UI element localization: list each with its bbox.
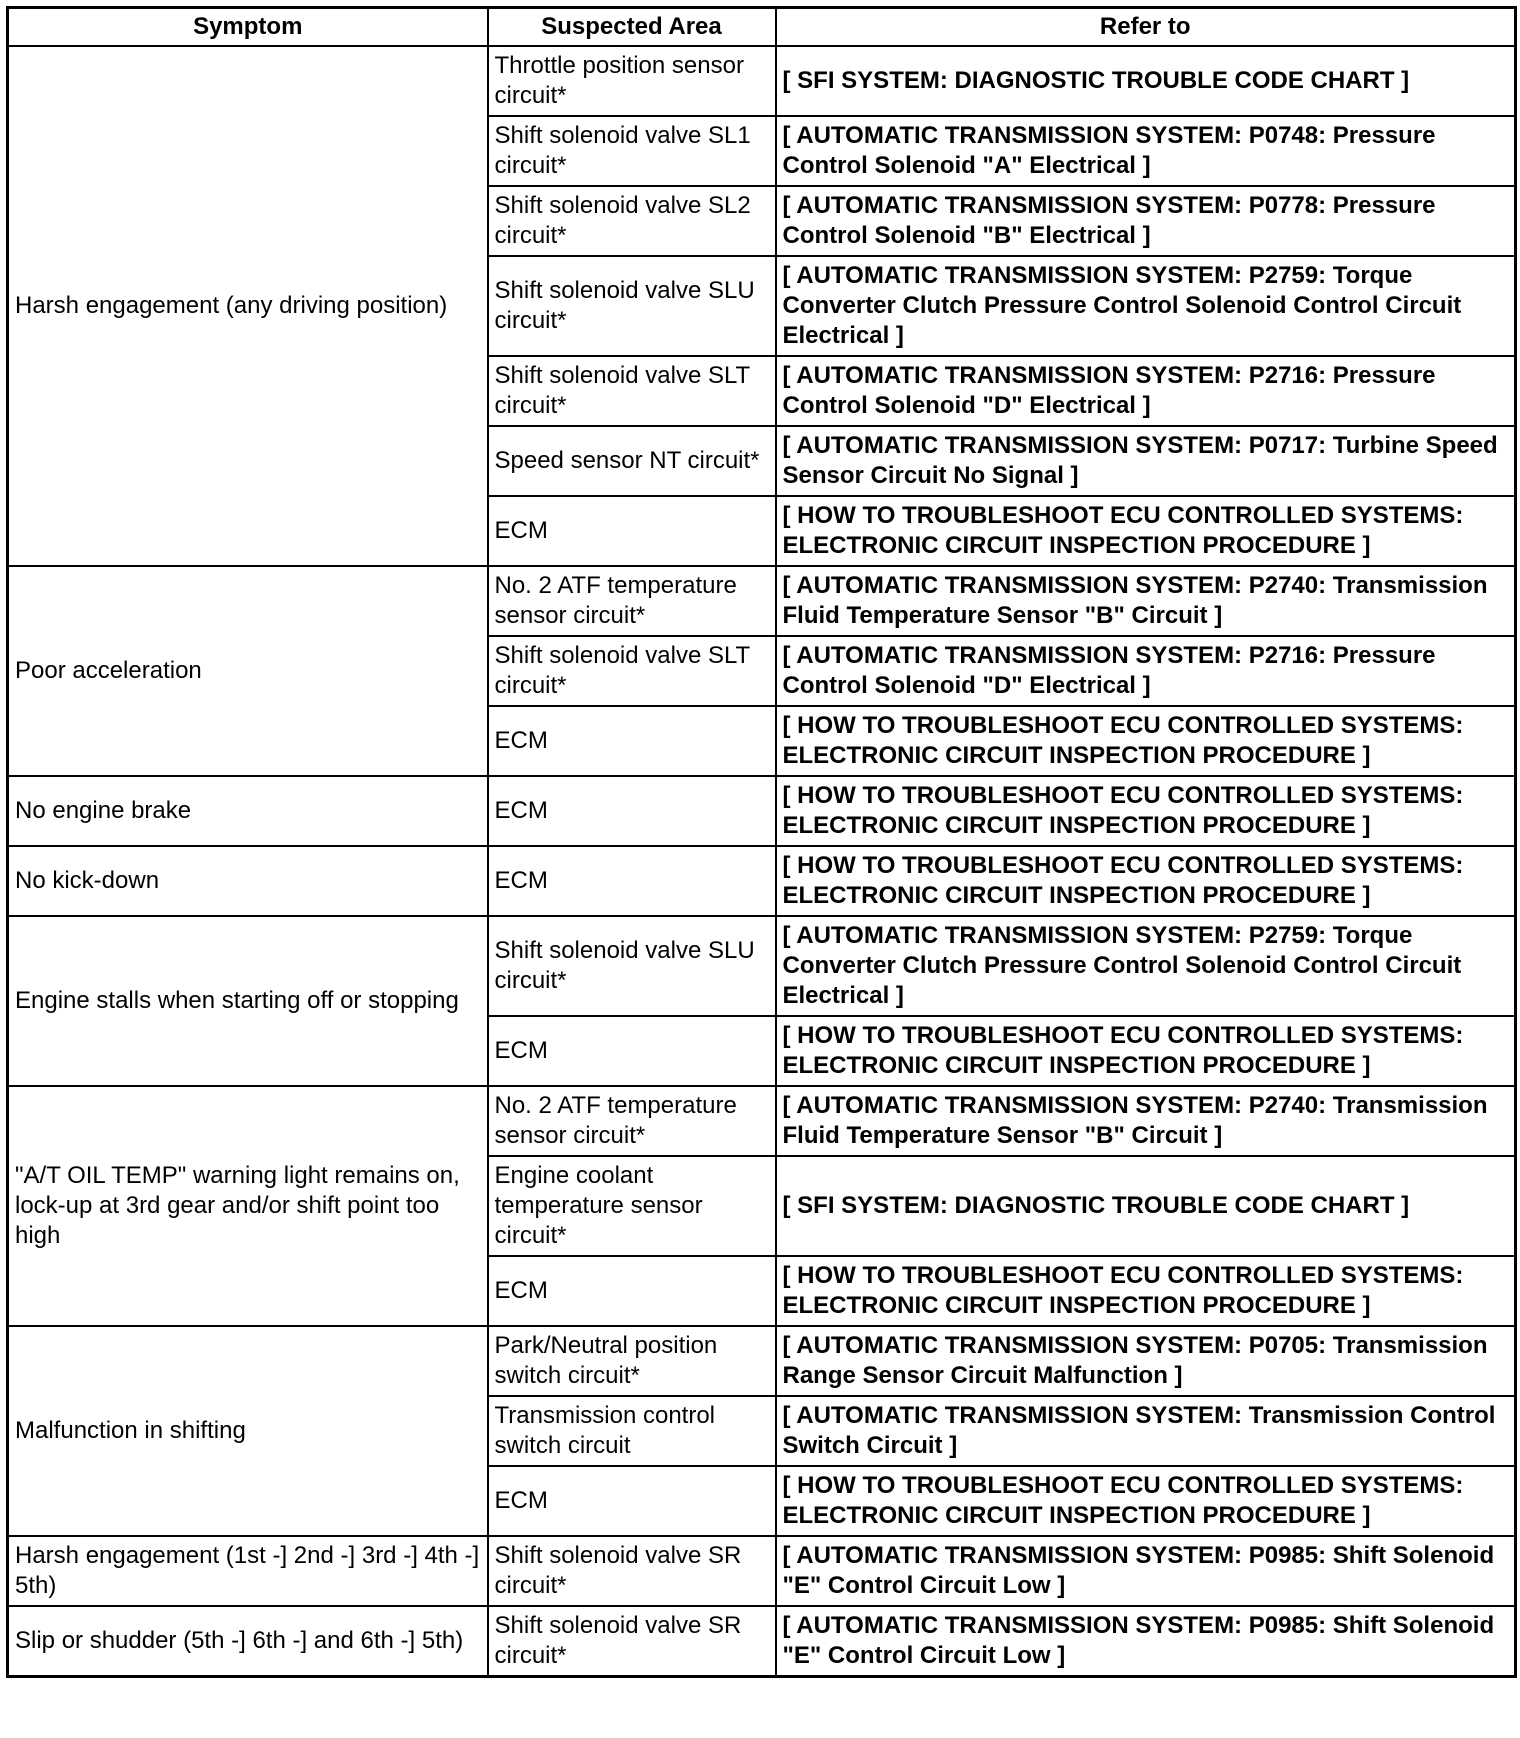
- symptom-cell: Malfunction in shifting: [8, 1326, 488, 1536]
- refer-to-link[interactable]: [ HOW TO TROUBLESHOOT ECU CONTROLLED SYSTEMS: ELECTRONIC CIRCUIT INSPECTION PROCEDURE ]: [776, 846, 1516, 916]
- refer-to-link[interactable]: [ AUTOMATIC TRANSMISSION SYSTEM: P0985: Shift Solenoid "E" Control Circuit Low ]: [776, 1536, 1516, 1606]
- refer-to-link[interactable]: [ AUTOMATIC TRANSMISSION SYSTEM: P0748: Pressure Control Solenoid "A" Electrical ]: [776, 116, 1516, 186]
- suspected-area-cell: Shift solenoid valve SL1 circuit*: [488, 116, 776, 186]
- table-row: [8, 46, 1516, 116]
- suspected-area-cell: ECM: [488, 1256, 776, 1326]
- symptom-cell: "A/T OIL TEMP" warning light remains on, lock-up at 3rd gear and/or shift point too high: [8, 1086, 488, 1326]
- suspected-area-cell: Shift solenoid valve SLT circuit*: [488, 636, 776, 706]
- header-refer-to: Refer to: [776, 8, 1516, 47]
- suspected-area-cell: Speed sensor NT circuit*: [488, 426, 776, 496]
- suspected-area-cell: ECM: [488, 846, 776, 916]
- diagnostic-chart-table: [6, 6, 1517, 1678]
- refer-to-link[interactable]: [ AUTOMATIC TRANSMISSION SYSTEM: P0985: Shift Solenoid "E" Control Circuit Low ]: [776, 1606, 1516, 1677]
- refer-to-link[interactable]: [ AUTOMATIC TRANSMISSION SYSTEM: P2740: Transmission Fluid Temperature Sensor "B" Circuit ]: [776, 566, 1516, 636]
- table-row: [8, 916, 1516, 1016]
- refer-to-link[interactable]: [ HOW TO TROUBLESHOOT ECU CONTROLLED SYSTEMS: ELECTRONIC CIRCUIT INSPECTION PROCEDURE ]: [776, 1016, 1516, 1086]
- suspected-area-cell: Shift solenoid valve SL2 circuit*: [488, 186, 776, 256]
- symptom-cell: Engine stalls when starting off or stopping: [8, 916, 488, 1086]
- symptom-cell: No kick-down: [8, 846, 488, 916]
- refer-to-link[interactable]: [ AUTOMATIC TRANSMISSION SYSTEM: P2759: Torque Converter Clutch Pressure Control Solenoid Control Circuit Electrical ]: [776, 256, 1516, 356]
- suspected-area-cell: Shift solenoid valve SLT circuit*: [488, 356, 776, 426]
- refer-to-link[interactable]: [ SFI SYSTEM: DIAGNOSTIC TROUBLE CODE CHART ]: [776, 1156, 1516, 1256]
- refer-to-link[interactable]: [ AUTOMATIC TRANSMISSION SYSTEM: Transmission Control Switch Circuit ]: [776, 1396, 1516, 1466]
- suspected-area-cell: No. 2 ATF temperature sensor circuit*: [488, 566, 776, 636]
- refer-to-link[interactable]: [ SFI SYSTEM: DIAGNOSTIC TROUBLE CODE CHART ]: [776, 46, 1516, 116]
- table-row: [8, 1606, 1516, 1677]
- table-row: [8, 566, 1516, 636]
- suspected-area-cell: ECM: [488, 706, 776, 776]
- symptom-cell: Harsh engagement (any driving position): [8, 46, 488, 566]
- refer-to-link[interactable]: [ HOW TO TROUBLESHOOT ECU CONTROLLED SYSTEMS: ELECTRONIC CIRCUIT INSPECTION PROCEDURE ]: [776, 1466, 1516, 1536]
- header-symptom: Symptom: [8, 8, 488, 47]
- suspected-area-cell: Shift solenoid valve SLU circuit*: [488, 256, 776, 356]
- suspected-area-cell: Shift solenoid valve SR circuit*: [488, 1536, 776, 1606]
- suspected-area-cell: ECM: [488, 776, 776, 846]
- refer-to-link[interactable]: [ AUTOMATIC TRANSMISSION SYSTEM: P2759: Torque Converter Clutch Pressure Control Solenoid Control Circuit Electrical ]: [776, 916, 1516, 1016]
- refer-to-link[interactable]: [ AUTOMATIC TRANSMISSION SYSTEM: P2716: Pressure Control Solenoid "D" Electrical ]: [776, 636, 1516, 706]
- suspected-area-cell: No. 2 ATF temperature sensor circuit*: [488, 1086, 776, 1156]
- table-row: [8, 1326, 1516, 1396]
- suspected-area-cell: ECM: [488, 496, 776, 566]
- table-row: [8, 1536, 1516, 1606]
- header-suspected-area: Suspected Area: [488, 8, 776, 47]
- refer-to-link[interactable]: [ AUTOMATIC TRANSMISSION SYSTEM: P2740: Transmission Fluid Temperature Sensor "B" Circuit ]: [776, 1086, 1516, 1156]
- table-row: [8, 1086, 1516, 1156]
- header-row: [8, 8, 1516, 47]
- refer-to-link[interactable]: [ AUTOMATIC TRANSMISSION SYSTEM: P0717: Turbine Speed Sensor Circuit No Signal ]: [776, 426, 1516, 496]
- suspected-area-cell: Shift solenoid valve SLU circuit*: [488, 916, 776, 1016]
- refer-to-link[interactable]: [ HOW TO TROUBLESHOOT ECU CONTROLLED SYSTEMS: ELECTRONIC CIRCUIT INSPECTION PROCEDURE ]: [776, 1256, 1516, 1326]
- symptom-cell: No engine brake: [8, 776, 488, 846]
- suspected-area-cell: Park/Neutral position switch circuit*: [488, 1326, 776, 1396]
- symptom-cell: Harsh engagement (1st -] 2nd -] 3rd -] 4th -] 5th): [8, 1536, 488, 1606]
- refer-to-link[interactable]: [ HOW TO TROUBLESHOOT ECU CONTROLLED SYSTEMS: ELECTRONIC CIRCUIT INSPECTION PROCEDURE ]: [776, 496, 1516, 566]
- suspected-area-cell: Throttle position sensor circuit*: [488, 46, 776, 116]
- suspected-area-cell: Engine coolant temperature sensor circuit*: [488, 1156, 776, 1256]
- table-row: [8, 776, 1516, 846]
- refer-to-link[interactable]: [ AUTOMATIC TRANSMISSION SYSTEM: P0778: Pressure Control Solenoid "B" Electrical ]: [776, 186, 1516, 256]
- refer-to-link[interactable]: [ AUTOMATIC TRANSMISSION SYSTEM: P0705: Transmission Range Sensor Circuit Malfunction ]: [776, 1326, 1516, 1396]
- suspected-area-cell: ECM: [488, 1466, 776, 1536]
- suspected-area-cell: Transmission control switch circuit: [488, 1396, 776, 1466]
- refer-to-link[interactable]: [ AUTOMATIC TRANSMISSION SYSTEM: P2716: Pressure Control Solenoid "D" Electrical ]: [776, 356, 1516, 426]
- symptom-cell: Poor acceleration: [8, 566, 488, 776]
- chart-body: [8, 46, 1516, 1677]
- refer-to-link[interactable]: [ HOW TO TROUBLESHOOT ECU CONTROLLED SYSTEMS: ELECTRONIC CIRCUIT INSPECTION PROCEDURE ]: [776, 706, 1516, 776]
- refer-to-link[interactable]: [ HOW TO TROUBLESHOOT ECU CONTROLLED SYSTEMS: ELECTRONIC CIRCUIT INSPECTION PROCEDURE ]: [776, 776, 1516, 846]
- table-row: [8, 846, 1516, 916]
- symptom-cell: Slip or shudder (5th -] 6th -] and 6th -] 5th): [8, 1606, 488, 1677]
- suspected-area-cell: Shift solenoid valve SR circuit*: [488, 1606, 776, 1677]
- suspected-area-cell: ECM: [488, 1016, 776, 1086]
